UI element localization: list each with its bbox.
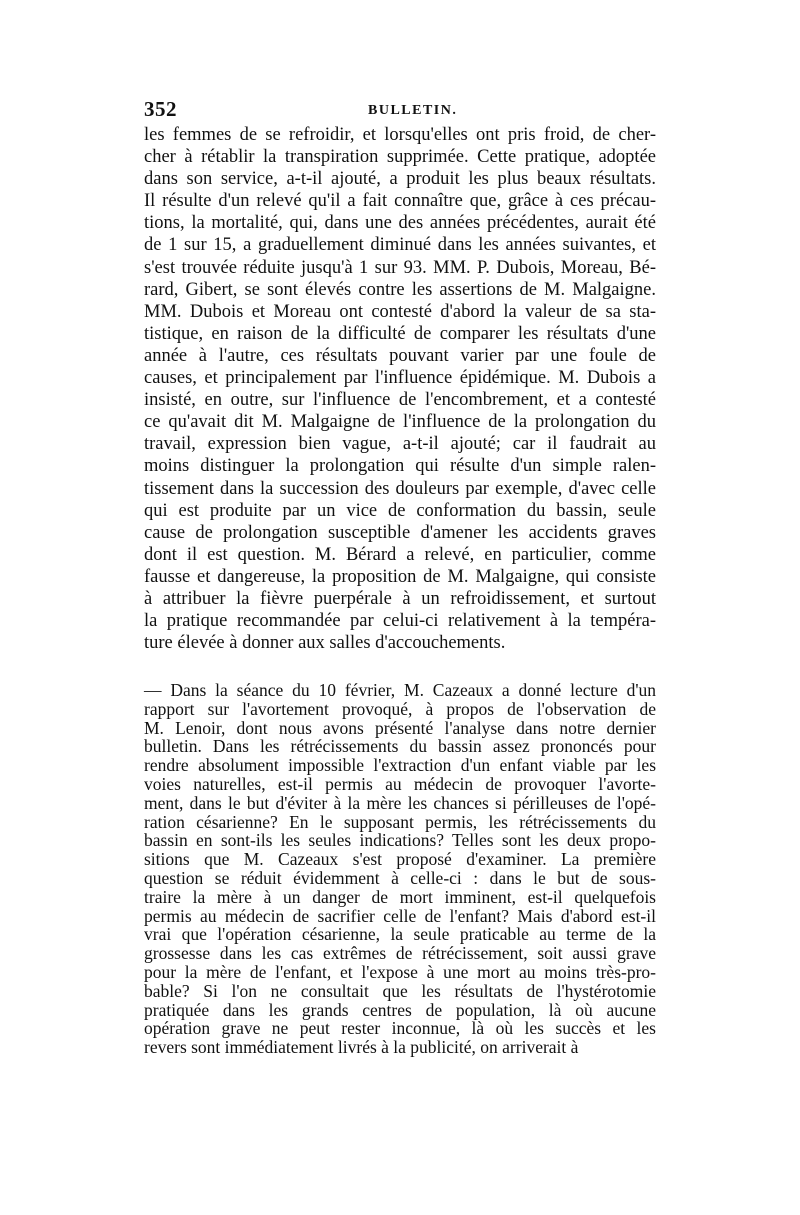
text-line: rendre absolument impossible l'extraction d'un enfant viable par les [144, 755, 656, 776]
text-line: bassin en sont-ils les seules indications? Telles sont les deux propo- [144, 830, 656, 851]
paragraph-2 [144, 681, 656, 1057]
text-line: ment, dans le but d'éviter à la mère les chances si périlleuses de l'opé- [144, 792, 656, 813]
text-line: dont il est question. M. Bérard a relevé, en particulier, comme [144, 544, 656, 565]
text-line: la pratique recommandée par celui-ci relativement à la tempéra- [144, 611, 656, 632]
text-line: opération grave ne peut rester inconnue, là où les succès et les [144, 1018, 656, 1039]
text-line: rard, Gibert, se sont élevés contre les assertions de M. Malgaigne. [144, 279, 656, 300]
text-line: grossesse dans les cas extrêmes de rétrécissement, soit aussi grave [144, 943, 656, 964]
text-line: M. Lenoir, dont nous avons présenté l'analyse dans notre dernier [144, 717, 656, 738]
paragraph-1 [144, 124, 656, 654]
text-line: rapport sur l'avortement provoqué, à propos de l'observation de [144, 698, 656, 719]
text-line: ture élevée à donner aux salles d'accouchements. [144, 633, 506, 654]
text-line: fausse et dangereuse, la proposition de M. Malgaigne, qui consiste [144, 566, 656, 587]
text-line: année à l'autre, ces résultats pouvant varier par une foule de [144, 345, 656, 366]
text-line: s'est trouvée réduite jusqu'à 1 sur 93. MM. P. Dubois, Moreau, Bé- [144, 257, 656, 278]
text-line: ration césarienne? En le supposant permis, les rétrécissements du [144, 811, 656, 832]
text-line: sitions que M. Cazeaux s'est proposé d'examiner. La première [144, 849, 656, 870]
running-head [144, 97, 656, 127]
text-line: à attribuer la fièvre puerpérale à un refroidissement, et surtout [144, 588, 656, 609]
text-line: question se réduit évidemment à celle-ci : dans le but de sous- [144, 867, 656, 888]
text-line: insisté, en outre, sur l'influence de l'encombrement, et a contesté [144, 390, 656, 411]
text-line: causes, et principalement par l'influence épidémique. M. Dubois a [144, 368, 656, 389]
text-line: dans son service, a-t-il ajouté, a produit les plus beaux résultats. [144, 169, 656, 190]
text-line: voies naturelles, est-il permis au médecin de provoquer l'avorte- [144, 773, 656, 794]
text-line: traire la mère à un danger de mort imminent, est-il quelquefois [144, 886, 656, 907]
text-line: Il résulte d'un relevé qu'il a fait connaître que, grâce à ces précau- [144, 191, 656, 212]
text-line: les femmes de se refroidir, et lorsqu'elles ont pris froid, de cher- [144, 125, 656, 145]
text-line: cher à rétablir la transpiration supprimée. Cette pratique, adoptée [144, 147, 656, 168]
text-line: revers sont immédiatement livrés à la publicité, on arriverait à [144, 1037, 579, 1058]
running-title: BULLETIN. [368, 103, 458, 118]
text-line: ce qu'avait dit M. Malgaigne de l'influence de la prolongation du [144, 412, 656, 433]
text-line: MM. Dubois et Moreau ont contesté d'abord la valeur de sa sta- [144, 301, 656, 322]
text-line: de 1 sur 15, a graduellement diminué dans les années suivantes, et [144, 235, 656, 256]
text-line: moins distinguer la prolongation qui résulte d'un simple ralen- [144, 456, 656, 477]
text-line: tions, la mortalité, qui, dans une des années précédentes, aurait été [144, 213, 656, 234]
text-line: bable? Si l'on ne consultait que les résultats de l'hystérotomie [144, 980, 656, 1001]
text-line: — Dans la séance du 10 février, M. Cazeaux a donné lecture d'un [144, 680, 656, 700]
text-line: pour la mère de l'enfant, et l'expose à une mort au moins très-pro- [144, 961, 656, 982]
text-line: permis au médecin de sacrifier celle de l'enfant? Mais d'abord est-il [144, 905, 656, 926]
text-line: tistique, en raison de la difficulté de comparer les résultats d'une [144, 323, 656, 344]
text-line: vrai que l'opération césarienne, la seule praticable au terme de la [144, 924, 656, 945]
text-line: travail, expression bien vague, a-t-il ajouté; car il faudrait au [144, 434, 656, 455]
text-line: cause de prolongation susceptible d'amener les accidents graves [144, 522, 656, 543]
text-line: tissement dans la succession des douleurs par exemple, d'avec celle [144, 478, 656, 499]
text-line: pratiquée dans les grands centres de population, là où aucune [144, 999, 656, 1020]
text-line: qui est produite par un vice de conformation du bassin, seule [144, 500, 656, 521]
page-number: 352 [144, 97, 177, 121]
text-line: bulletin. Dans les rétrécissements du bassin assez prononcés pour [144, 736, 656, 757]
